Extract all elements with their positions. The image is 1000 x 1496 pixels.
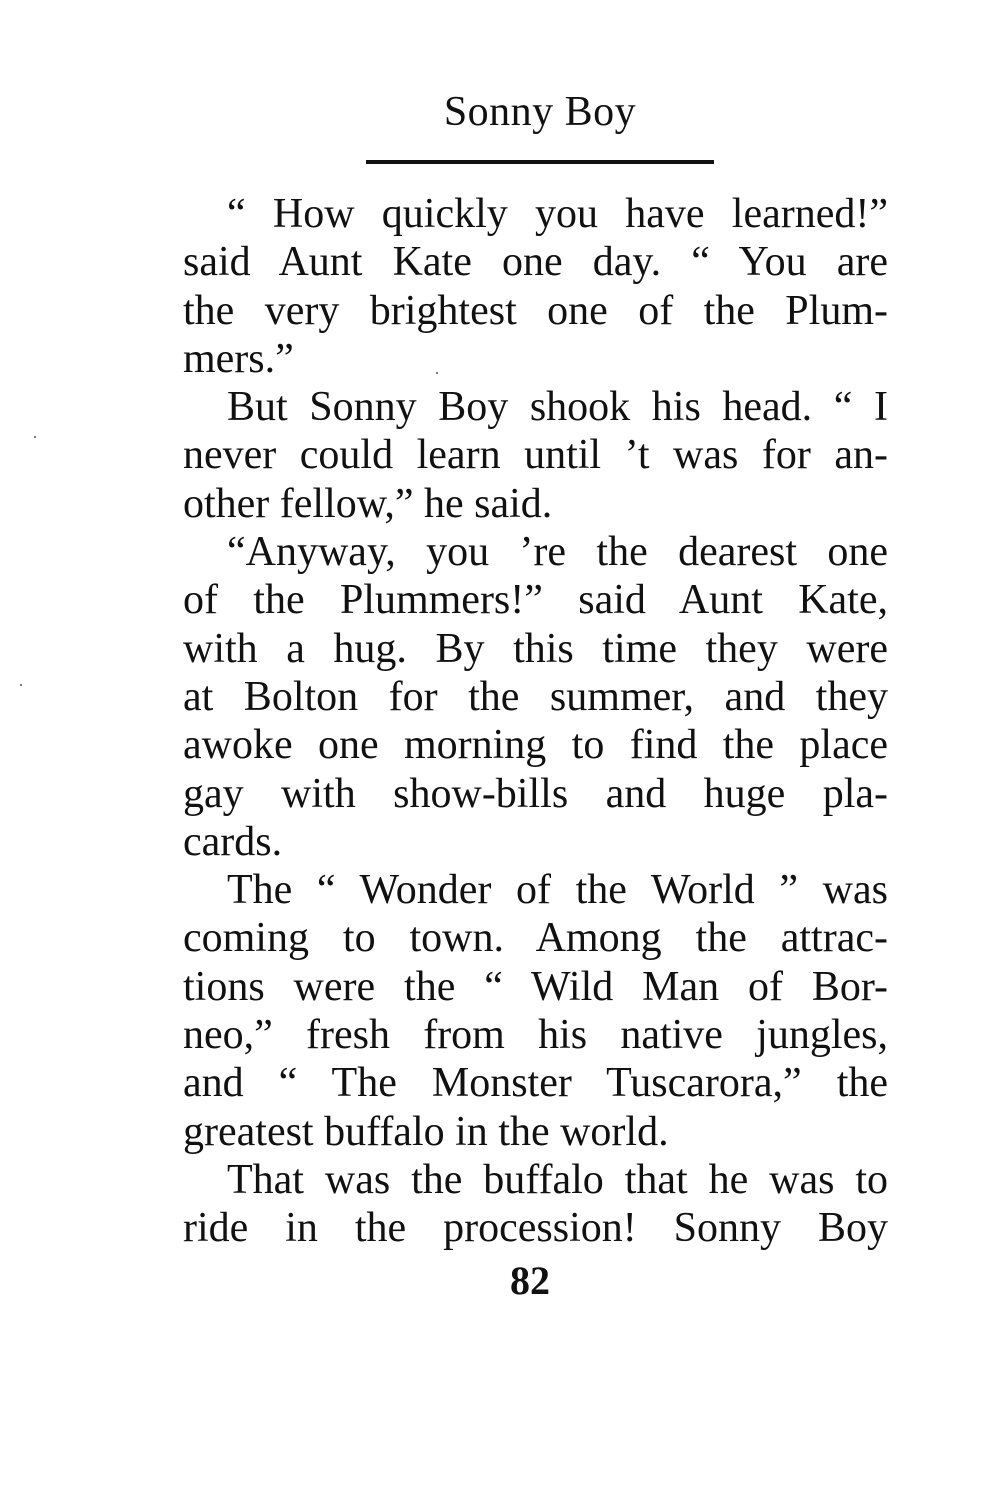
- text-line: “ How quickly you have learned!”: [227, 191, 888, 237]
- text-line: of the Plummers!” said Aunt Kate,: [183, 577, 888, 624]
- text-line: “Anyway, you ’re the dearest one: [227, 529, 888, 576]
- text-line: That was the buffalo that he was to: [227, 1156, 888, 1203]
- scan-speck: [20, 684, 22, 686]
- text-line: and “ The Monster Tuscarora,” the: [183, 1060, 888, 1107]
- text-line: The “ Wonder of the World ” was: [227, 867, 888, 914]
- text-line: tions were the “ Wild Man of Bor-: [183, 963, 888, 1010]
- text-line: other fellow,” he said.: [183, 480, 553, 527]
- text-line: neo,” fresh from his native jungles,: [183, 1012, 888, 1059]
- text-line: said Aunt Kate one day. “ You are: [183, 239, 888, 286]
- text-line: never could learn until ’t was for an-: [183, 432, 888, 479]
- text-line: gay with show-bills and huge pla-: [183, 770, 888, 817]
- text-line: cards.: [183, 818, 283, 865]
- text-line: at Bolton for the summer, and they: [183, 673, 888, 720]
- text-line: greatest buffalo in the world.: [183, 1108, 669, 1155]
- page-number: 82: [510, 1258, 550, 1303]
- head-rule: [366, 160, 714, 164]
- text-line: with a hug. By this time they were: [183, 625, 888, 672]
- text-line: coming to town. Among the attrac-: [183, 915, 888, 962]
- running-head: Sonny Boy: [443, 89, 637, 135]
- text-line: the very brightest one of the Plum-: [183, 287, 888, 334]
- text-line: ride in the procession! Sonny Boy: [183, 1205, 888, 1252]
- scan-speck: [34, 436, 36, 438]
- text-line: mers.”: [183, 335, 294, 382]
- body-text: [183, 190, 888, 1253]
- text-line: awoke one morning to find the place: [183, 722, 888, 769]
- scan-speck: [436, 372, 438, 374]
- text-line: But Sonny Boy shook his head. “ I: [227, 384, 888, 431]
